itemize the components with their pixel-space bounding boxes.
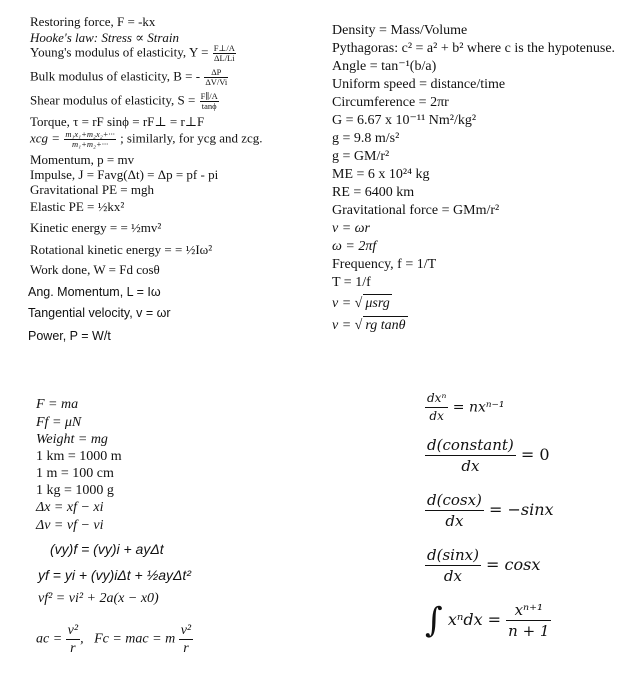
gravitational-constant: G = 6.67 x 10⁻¹¹ Nm²/kg²: [332, 113, 477, 128]
gravitational-pe: Gravitational PE = mgh: [30, 182, 154, 197]
circumference: Circumference = 2πr: [332, 95, 449, 110]
vertical-velocity: (vy)f = (vy)i + ayΔt: [50, 541, 164, 557]
elastic-pe: Elastic PE = ½kx²: [30, 199, 125, 214]
displacement: Δx = xf − xi: [36, 500, 104, 515]
angle: Angle = tan⁻¹(b/a): [332, 59, 437, 74]
velocity-change: Δv = vf − vi: [36, 518, 104, 533]
velocity-banked: v = √ rg tanθ: [332, 318, 406, 333]
power-rule: $\frac{\text{dxⁿ}}{dx}$ = nxⁿ⁻¹: [427, 391, 505, 423]
m-conversion: 1 m = 100 cm: [36, 466, 114, 481]
constant-derivative: $\frac{\text{d(constant)}}{dx}$ = 0: [427, 436, 550, 475]
frequency: Frequency, f = 1/T: [332, 257, 437, 272]
rotational-kinetic-energy: Rotational kinetic energy = = ½Iω²: [30, 242, 213, 257]
km-conversion: 1 km = 1000 m: [36, 449, 122, 464]
impulse: Impulse, J = Favg(Δt) = Δp = pf - pi: [30, 167, 219, 182]
velocity-omega-r: v = ωr: [332, 221, 370, 236]
center-of-mass: xcg = $\frac{\text{m₁x₁+m₂x₂+···}}{\text{m₁+m₂+···}}$ ; similarly, for ycg and zcg.: [30, 129, 263, 149]
power-integral: ∫ xⁿdx = $\frac{\text{xⁿ⁺¹}}{n + 1}$: [425, 600, 550, 641]
gravitational-force: Gravitational force = GMm/r²: [332, 203, 500, 218]
restoring-force: Restoring force, F = -kx: [30, 14, 156, 29]
velocity-squared: vf² = vi² + 2a(x − x0): [38, 591, 159, 606]
weight: Weight = mg: [36, 432, 108, 447]
gravity-formula: g = GM/r²: [332, 149, 390, 164]
uniform-speed: Uniform speed = distance/time: [332, 77, 506, 92]
cos-derivative: $\frac{d(\cos x)}{dx}$ = −sinx: [427, 491, 554, 530]
angular-momentum: Ang. Momentum, L = Iω: [28, 285, 161, 299]
newton-second-law: F = ma: [36, 397, 79, 412]
bulk-modulus: Bulk modulus of elasticity, B = - $\frac{\Delta P}{\Delta V/Vi}$: [30, 67, 228, 87]
earth-mass: ME = 6 x 10²⁴ kg: [332, 167, 430, 182]
sin-derivative: $\frac{d(\sin x)}{dx}$ = cosx: [427, 546, 541, 585]
centripetal: ac = $\frac{\text{v²}}{r}$ , Fc = mac = m $\frac{\text{v²}}{r}$: [36, 623, 192, 656]
period: T = 1/f: [332, 275, 371, 290]
power: Power, P = W/t: [28, 329, 111, 343]
shear-modulus: Shear modulus of elasticity, S = $\frac{F\parallel/A}{\tan\phi}$: [30, 91, 218, 111]
kinetic-energy: Kinetic energy = = ½mv²: [30, 220, 162, 235]
pythagoras: Pythagoras: c² = a² + b² where c is the hypotenuse.: [332, 41, 616, 56]
work-done: Work done, W = Fd cosθ: [30, 262, 160, 277]
friction-force: Ff = μN: [36, 415, 82, 430]
earth-radius: RE = 6400 km: [332, 185, 415, 200]
hookes-law: Hooke's law: Stress ∝ Strain: [30, 30, 180, 45]
youngs-modulus: Young's modulus of elasticity, Y = $\frac{F\perp/A}{\Delta L/Li}$: [30, 43, 235, 63]
torque: Torque, τ = rF sinϕ = rF⊥ = r⊥F: [30, 114, 205, 129]
momentum: Momentum, p = mv: [30, 152, 135, 167]
integral-icon: ∫: [425, 600, 443, 641]
velocity-friction: v = √ μsrg: [332, 296, 390, 311]
vertical-position: yf = yi + (vy)iΔt + ½ayΔt²: [38, 567, 191, 583]
tangential-velocity: Tangential velocity, v = ωr: [28, 306, 171, 320]
angular-frequency: ω = 2πf: [332, 239, 377, 254]
kg-conversion: 1 kg = 1000 g: [36, 483, 114, 498]
gravity-acceleration: g = 9.8 m/s²: [332, 131, 400, 146]
density: Density = Mass/Volume: [332, 23, 468, 38]
